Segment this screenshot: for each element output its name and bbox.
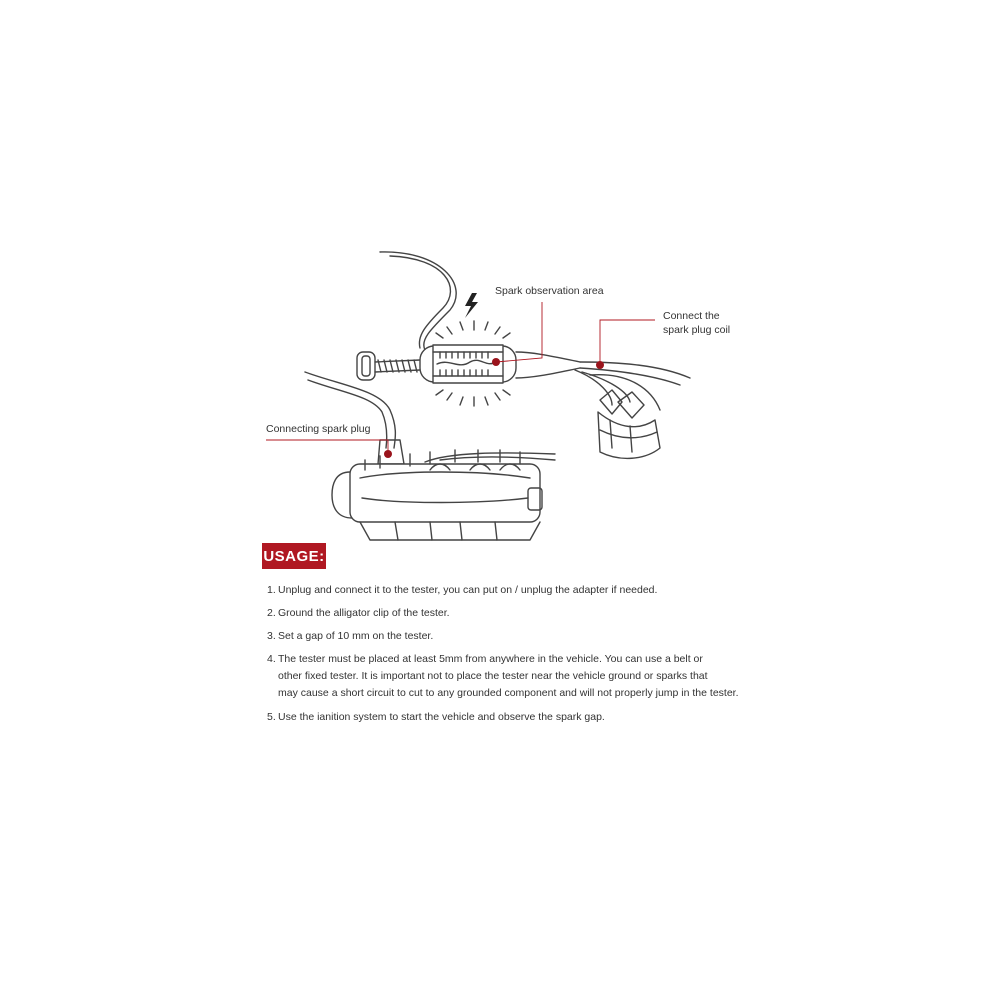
usage-heading: USAGE: — [262, 543, 326, 569]
usage-step — [267, 651, 739, 702]
usage-step — [267, 628, 433, 645]
usage-step — [267, 709, 605, 726]
step-number: 5. — [267, 711, 276, 723]
step-number: 1. — [267, 584, 276, 596]
lightning-bolt-icon — [465, 293, 478, 318]
step-text: The tester must be placed at least 5mm from anywhere in the vehicle. You can use a belt or — [278, 653, 703, 665]
spark-tester — [357, 345, 580, 383]
step-text: Use the ianition system to start the vehicle and observe the spark gap. — [278, 711, 605, 723]
step-text: other fixed tester. It is important not to place the tester near the vehicle ground or sparks that — [278, 670, 708, 682]
engine-block — [332, 450, 555, 540]
top-cable — [380, 252, 456, 350]
usage-step — [267, 605, 450, 622]
callout-marker-icon — [492, 358, 500, 366]
step-text: may cause a short circuit to cut to any grounded component and will not properly jump in the tester. — [278, 687, 739, 699]
step-text: Set a gap of 10 mm on the tester. — [278, 630, 434, 642]
leader-coil — [600, 320, 655, 364]
callout-marker-icon — [384, 450, 392, 458]
usage-step — [267, 582, 657, 599]
step-number: 4. — [267, 653, 276, 665]
callout-coil-line1: Connect the — [663, 310, 720, 322]
step-text: Unplug and connect it to the tester, you can put on / unplug the adapter if needed. — [278, 584, 658, 596]
callout-spark-plug: Connecting spark plug — [266, 423, 371, 435]
callout-coil-line2: spark plug coil — [663, 324, 731, 336]
step-text: Ground the alligator clip of the tester. — [278, 607, 450, 619]
callout-spark-observation: Spark observation area — [495, 285, 604, 297]
callout-marker-icon — [596, 361, 604, 369]
leader-spark-plug — [266, 440, 388, 452]
step-number: 2. — [267, 607, 276, 619]
step-number: 3. — [267, 630, 276, 642]
